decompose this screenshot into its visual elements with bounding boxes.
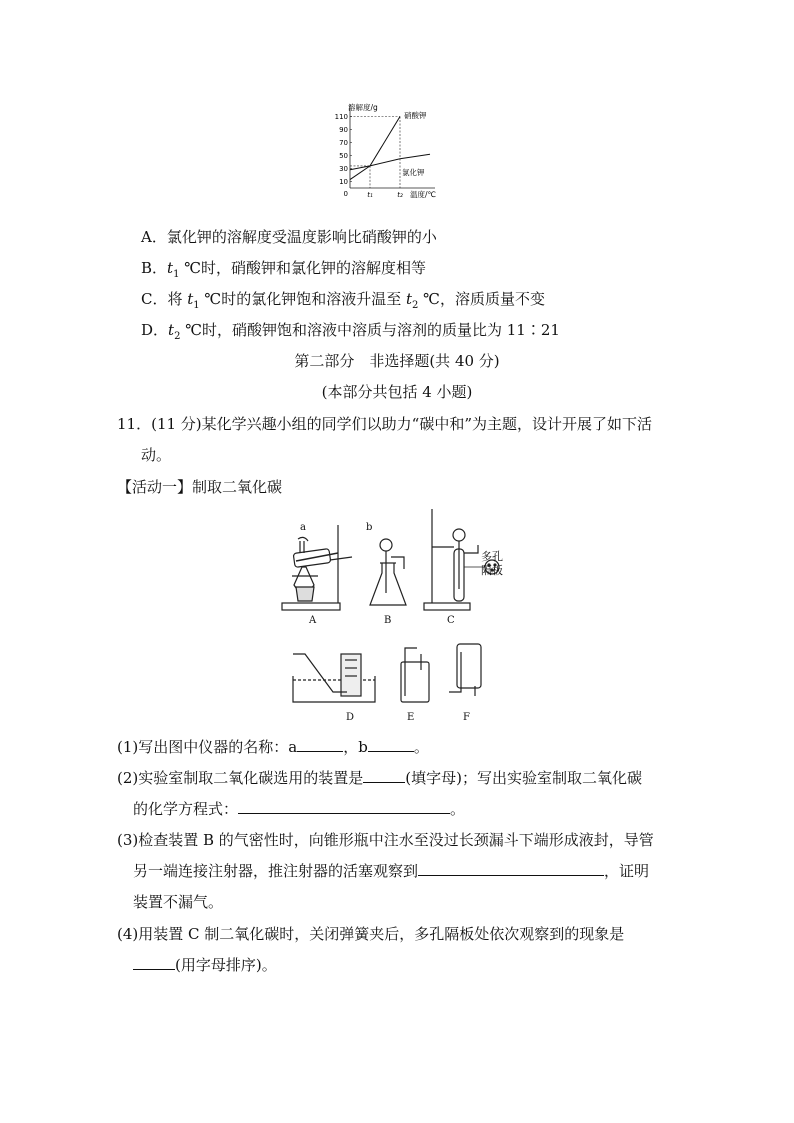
apparatus-d-drawing xyxy=(293,654,375,702)
option-c-t: t xyxy=(187,290,194,308)
q3-line3: 装置不漏气。 xyxy=(133,893,224,911)
label-porous-2: 隔板 xyxy=(481,564,503,577)
q11-line1: 11．(11 分)某化学兴趣小组的同学们以助力“碳中和”为主题，设计开展了如下活 xyxy=(117,415,652,433)
option-c-mid: ℃时的氯化钾饱和溶液升温至 xyxy=(199,290,406,308)
label-apparatus-d: D xyxy=(346,712,355,723)
q4-line2 xyxy=(133,955,277,975)
apparatus-b-drawing xyxy=(370,539,406,605)
option-b-t: t xyxy=(167,259,174,277)
label-b: b xyxy=(366,522,373,533)
q2-line2 xyxy=(133,799,465,819)
y-tick-label: 90 xyxy=(339,126,348,134)
y-tick-label: 50 xyxy=(339,152,348,160)
q1-a-blank[interactable] xyxy=(297,737,343,752)
label-apparatus-a: A xyxy=(309,615,317,626)
label-apparatus-b: B xyxy=(384,615,392,626)
q1-b-blank[interactable] xyxy=(368,737,414,752)
option-c-sub2: 2 xyxy=(412,300,419,311)
option-d-t: t xyxy=(168,321,175,339)
option-a: A．氯化钾的溶解度受温度影响比硝酸钾的小 xyxy=(141,228,437,246)
label-a: a xyxy=(300,522,306,533)
y-tick-label: 70 xyxy=(339,139,348,147)
q11-line2: 动。 xyxy=(141,446,172,464)
q4-text-2: (用字母排序)。 xyxy=(175,956,277,974)
q2-end: 。 xyxy=(450,800,466,818)
q2-text-1: (2)实验室制取二氧化碳选用的装置是 xyxy=(117,769,364,787)
q2-text-3: 的化学方程式： xyxy=(133,800,239,818)
option-c-prefix: C．将 xyxy=(141,290,188,308)
q3-text-3: ，证明 xyxy=(604,862,650,880)
series-kcl-line xyxy=(350,159,400,170)
y-tick-label: 10 xyxy=(339,178,348,186)
option-d-prefix: D． xyxy=(141,321,169,339)
apparatus-row-2 xyxy=(285,640,500,712)
q2-line1 xyxy=(117,768,642,788)
option-b-sub: 1 xyxy=(173,269,180,280)
q1 xyxy=(117,737,429,757)
q1-a-text: (1)写出图中仪器的名称：a xyxy=(117,738,298,756)
series-kcl-extension xyxy=(400,154,430,159)
label-apparatus-e: E xyxy=(407,712,415,723)
q4-blank[interactable] xyxy=(133,955,175,970)
label-apparatus-f: F xyxy=(463,712,470,723)
apparatus-e-drawing xyxy=(401,648,429,702)
apparatus-row-1 xyxy=(278,505,510,630)
option-b-prefix: B． xyxy=(141,259,168,277)
q3-blank[interactable] xyxy=(418,861,604,876)
option-c-sub: 1 xyxy=(193,300,200,311)
solubility-chart xyxy=(330,100,450,215)
option-c xyxy=(141,289,545,316)
x-tick-label: t₁ xyxy=(367,191,373,199)
apparatus-f-drawing xyxy=(449,644,481,696)
y-axis-label: 溶解度/g xyxy=(348,103,378,112)
series-kno3-line xyxy=(350,117,400,180)
option-d-sub: 2 xyxy=(174,331,181,342)
label-porous-1: 多孔 xyxy=(481,550,503,563)
origin-label: 0 xyxy=(343,190,348,198)
series-label-kno3: 硝酸钾 xyxy=(404,111,427,120)
activity-heading: 【活动一】制取二氧化碳 xyxy=(117,478,283,496)
solubility-chart-svg xyxy=(330,100,450,215)
q1-b-text: ，b xyxy=(343,738,368,756)
option-d-text: ℃时，硝酸钾饱和溶液中溶质与溶剂的质量比为 11∶21 xyxy=(180,321,560,339)
option-b-text: ℃时，硝酸钾和氯化钾的溶解度相等 xyxy=(179,259,426,277)
section-title: 第二部分 非选择题(共 40 分) xyxy=(294,352,500,370)
q2-text-2: (填字母)；写出实验室制取二氧化碳 xyxy=(405,769,642,787)
q4-line1: (4)用装置 C 制二氧化碳时，关闭弹簧夹后，多孔隔板处依次观察到的现象是 xyxy=(117,925,625,943)
q2-apparatus-blank[interactable] xyxy=(363,768,405,783)
x-axis-label: 温度/℃ xyxy=(410,190,436,199)
y-tick-label: 110 xyxy=(334,113,348,121)
option-c-t2: t xyxy=(405,290,413,308)
q3-line2 xyxy=(133,861,649,881)
option-d xyxy=(141,320,560,347)
option-b xyxy=(141,258,426,285)
q1-end: 。 xyxy=(413,738,429,756)
q2-equation-blank[interactable] xyxy=(238,799,450,814)
x-tick-label: t₂ xyxy=(397,191,403,199)
q3-text-2: 另一端连接注射器，推注射器的活塞观察到 xyxy=(133,862,419,880)
apparatus-a-drawing xyxy=(282,525,352,610)
label-apparatus-c: C xyxy=(447,615,455,626)
option-c-text: ℃，溶质质量不变 xyxy=(418,290,545,308)
y-tick-label: 30 xyxy=(339,165,348,173)
section-subtitle: (本部分共包括 4 小题) xyxy=(321,383,473,401)
series-label-kcl: 氯化钾 xyxy=(402,167,425,177)
q3-line1: (3)检查装置 B 的气密性时，向锥形瓶中注水至没过长颈漏斗下端形成液封，导管 xyxy=(117,831,654,849)
